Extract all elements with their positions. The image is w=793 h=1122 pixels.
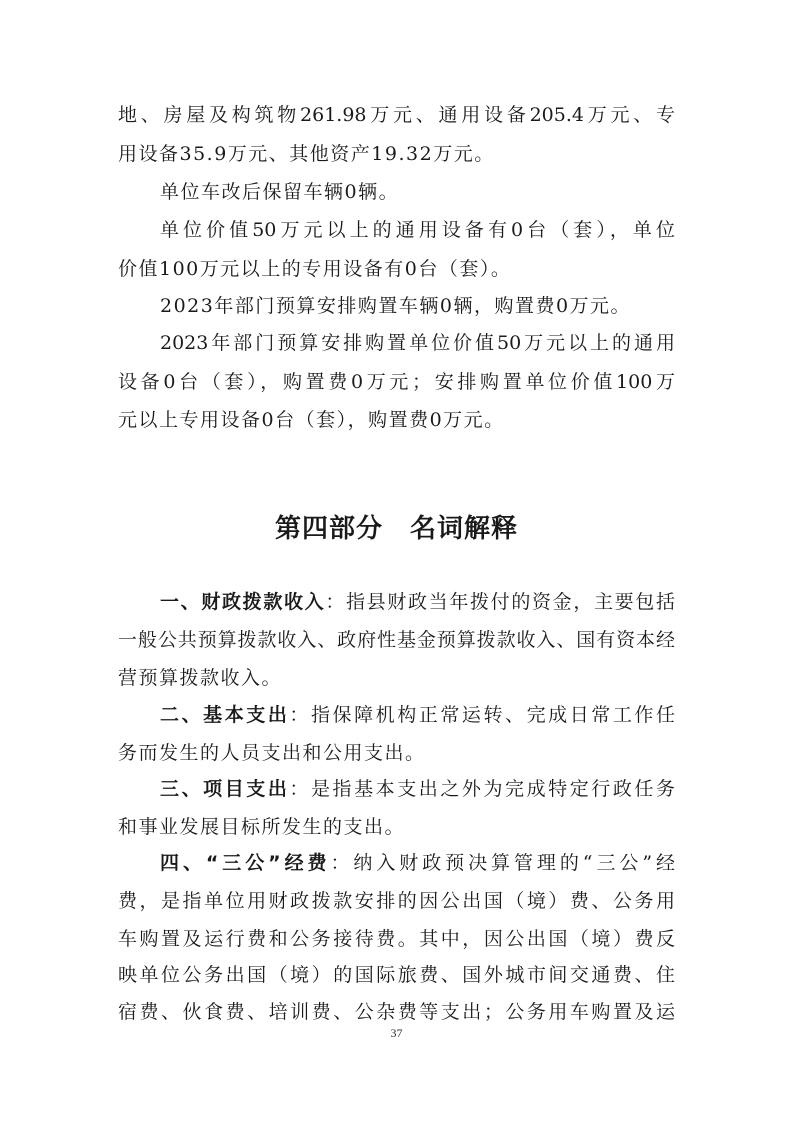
paragraph-line: 2023年部门预算安排购置单位价值50万元以上的通用 [160, 332, 675, 354]
term-definition-line: 四、“三公”经费：纳入财政预决算管理的“三公”经 [160, 852, 675, 874]
paragraph-line: 一般公共预算拨款收入、政府性基金预算拨款收入、国有资本经 [118, 629, 675, 651]
paragraph-line: 车购置及运行费和公务接待费。其中，因公出国（境）费反 [118, 928, 675, 950]
term-label: 四、“三公”经费 [160, 852, 331, 874]
paragraph-line: 务而发生的人员支出和公用支出。 [118, 742, 426, 764]
page-number: 37 [390, 1026, 403, 1040]
paragraph-line: 营预算拨款收入。 [118, 667, 283, 689]
paragraph-line: 费，是指单位用财政拨款安排的因公出国（境）费、公务用 [118, 890, 675, 912]
paragraph-line: 用设备35.9万元、其他资产19.32万元。 [118, 143, 495, 165]
term-definition-line: 一、财政拨款收入：指县财政当年拨付的资金，主要包括 [160, 591, 675, 613]
term-label: 一、财政拨款收入 [160, 591, 326, 613]
paragraph-line: 宿费、伙食费、培训费、公杂费等支出；公务用车购置及运 [118, 1001, 675, 1023]
paragraph-line: 设备0台（套），购置费0万元；安排购置单位价值100万 [118, 371, 675, 393]
paragraph-line: 地、房屋及构筑物261.98万元、通用设备205.4万元、专 [118, 104, 675, 126]
paragraph-line: 2023年部门预算安排购置车辆0辆，购置费0万元。 [160, 295, 632, 317]
term-label: 二、基本支出 [160, 704, 290, 726]
paragraph-line: 和事业发展目标所发生的支出。 [118, 816, 406, 838]
paragraph-line: 元以上专用设备0台（套），购置费0万元。 [118, 409, 505, 431]
paragraph-line: 映单位公务出国（境）的国际旅费、国外城市间交通费、住 [118, 964, 675, 986]
term-definition-line: 二、基本支出：指保障机构正常运转、完成日常工作任 [160, 704, 675, 726]
paragraph-line: 单位价值50万元以上的通用设备有0台（套），单位 [160, 219, 675, 241]
section-heading: 第四部分 名词解释 [274, 514, 518, 544]
paragraph-line: 单位车改后保留车辆0辆。 [160, 181, 400, 203]
term-definition-line: 三、项目支出：是指基本支出之外为完成特定行政任务 [160, 778, 675, 800]
term-label: 三、项目支出 [160, 778, 290, 800]
paragraph-line: 价值100万元以上的专用设备有0台（套）。 [118, 258, 512, 280]
